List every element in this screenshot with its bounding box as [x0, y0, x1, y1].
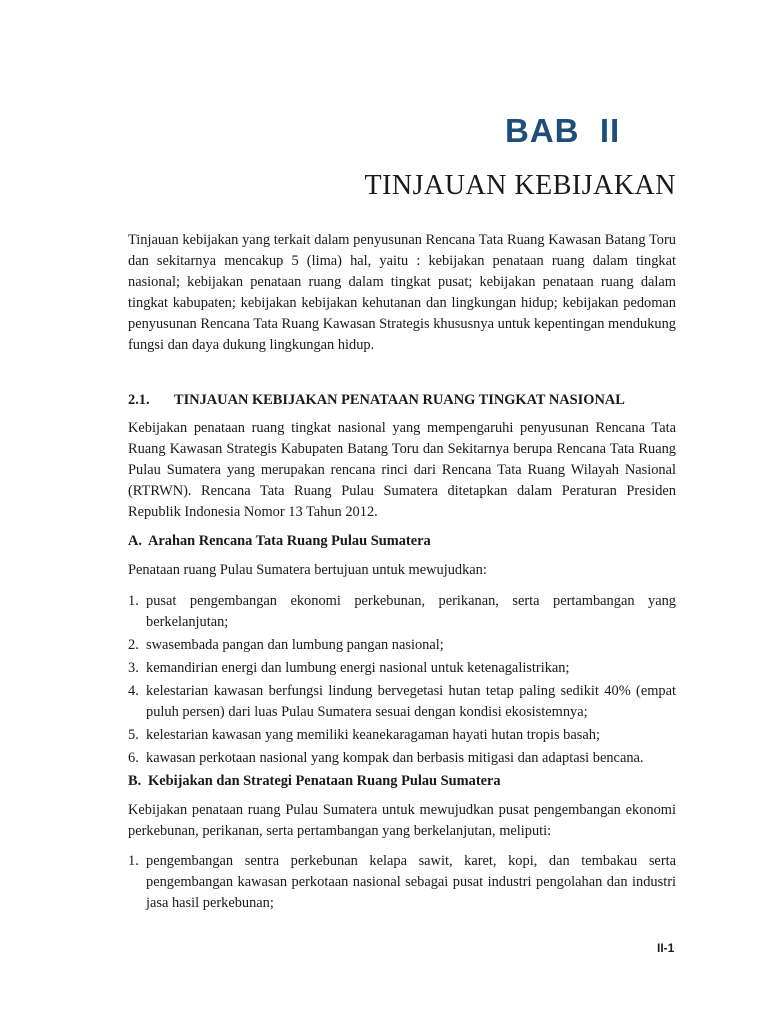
chapter-label: BAB II	[505, 112, 621, 149]
section-title: TINJAUAN KEBIJAKAN PENATAAN RUANG TINGKAT NASIONAL	[174, 392, 625, 408]
subsection-b-heading	[128, 771, 676, 792]
list-item-number: 4.	[128, 683, 139, 699]
page-content	[128, 230, 676, 916]
chapter-title: TINJAUAN KEBIJAKAN	[364, 170, 676, 201]
goals-list	[128, 591, 676, 769]
list-item-number: 5.	[128, 727, 139, 743]
list-item	[128, 681, 676, 723]
list-item-text: pusat pengembangan ekonomi perkebunan, perikanan, serta pertambangan yang berkelanjutan;	[146, 593, 676, 630]
list-item	[128, 635, 676, 656]
list-item-text: kelestarian kawasan yang memiliki keanekaragaman hayati hutan tropis basah;	[146, 727, 600, 743]
section-heading	[128, 390, 676, 411]
subsection-a-title: Arahan Rencana Tata Ruang Pulau Sumatera	[148, 533, 431, 549]
list-item-number: 3.	[128, 660, 139, 676]
page-number: II-1	[657, 941, 675, 955]
section-paragraph: Kebijakan penataan ruang tingkat nasional yang mempengaruhi penyusunan Rencana Tata Ruang Kawasan Strategis Kabupaten Batang Toru dan Sekitarnya berupa Rencana Tata Ruang Pulau Sumatera yang merupakan rencana rinci dari Rencana Tata Ruang Wilayah Nasional (RTRWN). Rencana Tata Ruang Pulau Sumatera ditetapkan dalam Peraturan Presiden Republik Indonesia Nomor 13 Tahun 2012.	[128, 420, 676, 520]
subsection-b-letter: B.	[128, 773, 142, 789]
list-item-number: 6.	[128, 750, 139, 766]
list-item	[128, 591, 676, 633]
list-item-text: pengembangan sentra perkebunan kelapa sawit, karet, kopi, dan tembakau serta pengembangan kawasan perkotaan nasional sebagai pusat industri pengolahan dan industri jasa hasil perkebunan;	[146, 853, 676, 911]
list-item	[128, 725, 676, 746]
subsection-a-heading	[128, 531, 676, 552]
list-item-number: 1.	[128, 853, 139, 869]
section-number: 2.1.	[128, 392, 150, 408]
list-item-number: 1.	[128, 593, 139, 609]
subsection-b-title: Kebijakan dan Strategi Penataan Ruang Pulau Sumatera	[148, 773, 501, 789]
subsection-a-lead: Penataan ruang Pulau Sumatera bertujuan untuk mewujudkan:	[128, 562, 487, 578]
list-item	[128, 748, 676, 769]
subsection-b-lead: Kebijakan penataan ruang Pulau Sumatera untuk mewujudkan pusat pengembangan ekonomi perkebunan, perikanan, serta pertambangan yang berkelanjutan, meliputi:	[128, 802, 676, 839]
policy-list	[128, 851, 676, 914]
list-item-number: 2.	[128, 637, 139, 653]
list-item-text: kelestarian kawasan berfungsi lindung bervegetasi hutan tetap paling sedikit 40% (empat puluh persen) dari luas Pulau Sumatera sesuai dengan kondisi ekosistemnya;	[146, 683, 676, 720]
intro-paragraph: Tinjauan kebijakan yang terkait dalam penyusunan Rencana Tata Ruang Kawasan Batang Toru dan sekitarnya mencakup 5 (lima) hal, yaitu : kebijakan penataan ruang dalam tingkat nasional; kebijakan penataan ruang dalam tingkat pusat; kebijakan penataan ruang dalam tingkat kabupaten; kebijakan kebijakan kehutanan dan lingkungan hidup; kebijakan pedoman penyusunan Rencana Tata Ruang Kawasan Strategis khususnya untuk kepentingan mendukung fungsi dan daya dukung lingkungan hidup.	[128, 232, 676, 353]
list-item-text: swasembada pangan dan lumbung pangan nasional;	[146, 637, 444, 653]
list-item-text: kawasan perkotaan nasional yang kompak dan berbasis mitigasi dan adaptasi bencana.	[146, 750, 644, 766]
list-item	[128, 851, 676, 914]
list-item	[128, 658, 676, 679]
subsection-a-letter: A.	[128, 533, 142, 549]
list-item-text: kemandirian energi dan lumbung energi nasional untuk ketenagalistrikan;	[146, 660, 570, 676]
